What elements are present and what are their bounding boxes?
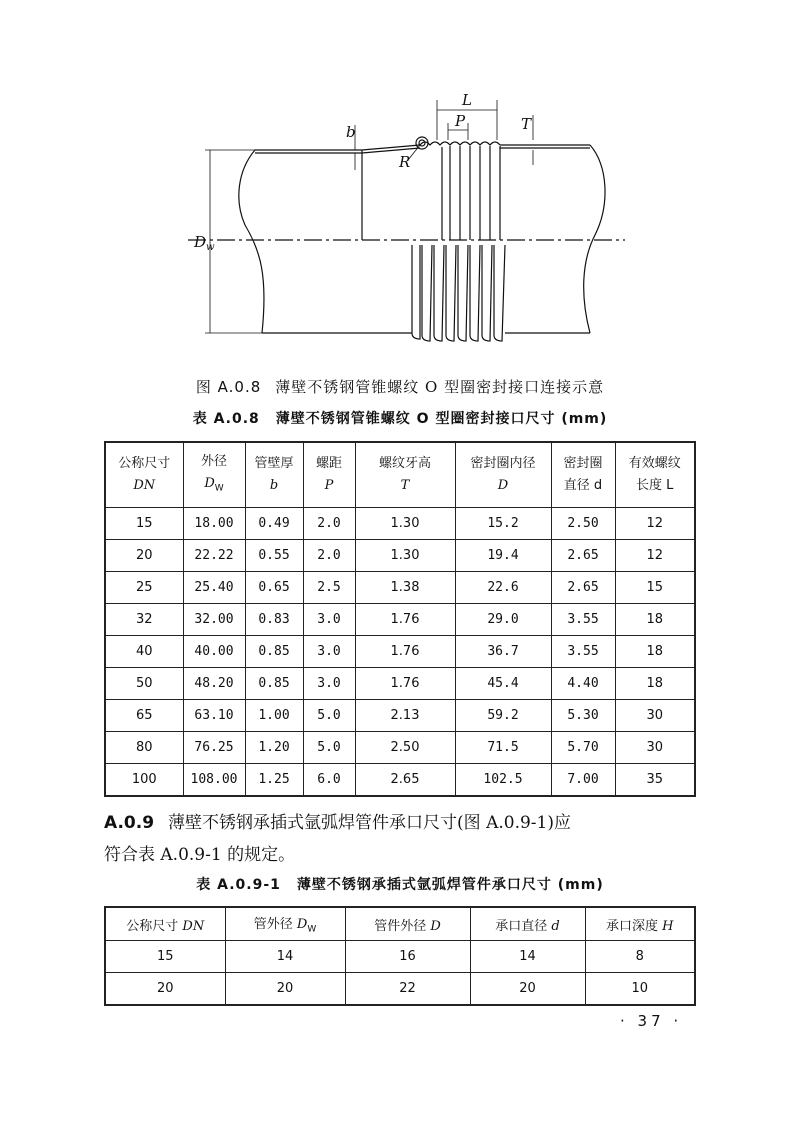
table-cell: 3.55 <box>551 604 615 636</box>
table-cell: 59.2 <box>455 700 551 732</box>
figure-caption-number: 图 A.0.8 <box>195 378 262 396</box>
table2 <box>104 906 696 1006</box>
table-cell: 1.30 <box>355 540 455 572</box>
paragraph-lead: A.0.9 <box>104 813 155 833</box>
table-cell: 18.00 <box>183 508 245 540</box>
table-cell: 5.0 <box>303 700 355 732</box>
table-cell: 3.0 <box>303 604 355 636</box>
table-cell: 20 <box>225 973 345 1006</box>
table-cell: 1.30 <box>355 508 455 540</box>
table-cell: 0.55 <box>245 540 303 572</box>
table2-header-dw: 管外径 $D_W$ <box>225 907 345 941</box>
table-cell: 0.65 <box>245 572 303 604</box>
table-cell: 0.83 <box>245 604 303 636</box>
table-cell: 18 <box>615 668 695 700</box>
table-cell: 108.00 <box>183 764 245 797</box>
table-cell: 1.38 <box>355 572 455 604</box>
figure-caption-text: 薄壁不锈钢管锥螺纹 O 型圈密封接口连接示意 <box>275 378 605 396</box>
table-cell: 14 <box>225 941 345 973</box>
table-cell: 22 <box>345 973 470 1006</box>
table-cell: 2.50 <box>355 732 455 764</box>
table2-header-d: 管件外径 D <box>345 907 470 941</box>
table1-header-b: 管壁厚 b <box>245 442 303 508</box>
table1-header-row <box>105 442 695 508</box>
table-cell: 48.20 <box>183 668 245 700</box>
table-cell: 6.0 <box>303 764 355 797</box>
table2-caption <box>0 874 800 894</box>
table-cell: 2.50 <box>551 508 615 540</box>
table-row <box>105 732 695 764</box>
figure-caption <box>0 376 800 397</box>
paragraph-a09 <box>104 807 704 871</box>
table-cell: 0.85 <box>245 668 303 700</box>
table-cell: 2.65 <box>551 572 615 604</box>
table-cell: 5.0 <box>303 732 355 764</box>
table-row <box>105 508 695 540</box>
table-cell: 2.65 <box>551 540 615 572</box>
table-cell: 2.5 <box>303 572 355 604</box>
paragraph-line2: 符合表 A.0.9-1 的规定。 <box>104 845 296 865</box>
table-cell: 102.5 <box>455 764 551 797</box>
table2-header-dn: 公称尺寸 DN <box>105 907 225 941</box>
table-row <box>105 604 695 636</box>
table-cell: 76.25 <box>183 732 245 764</box>
label-P: P <box>455 112 466 130</box>
table-row <box>105 572 695 604</box>
table-cell: 40.00 <box>183 636 245 668</box>
table-cell: 3.0 <box>303 668 355 700</box>
label-b: b <box>346 123 356 141</box>
table-cell: 5.70 <box>551 732 615 764</box>
table2-body <box>105 941 695 1006</box>
table1-body <box>105 508 695 797</box>
page-number: · 37 · <box>620 1012 683 1030</box>
table-cell: 1.25 <box>245 764 303 797</box>
table-cell: 100 <box>105 764 183 797</box>
table-cell: 12 <box>615 540 695 572</box>
table-row <box>105 636 695 668</box>
table-cell: 25 <box>105 572 183 604</box>
table-cell: 1.00 <box>245 700 303 732</box>
table-cell: 2.65 <box>355 764 455 797</box>
table1-header-l: 有效螺纹 长度 L <box>615 442 695 508</box>
table-cell: 40 <box>105 636 183 668</box>
table1-header-t: 螺纹牙高 T <box>355 442 455 508</box>
table-cell: 36.7 <box>455 636 551 668</box>
table-cell: 15 <box>105 941 225 973</box>
paragraph-line1: A.0.9 薄壁不锈钢承插式氩弧焊管件承口尺寸(图 A.0.9-1)应 <box>104 813 571 833</box>
table-row <box>105 700 695 732</box>
table1-caption-number: 表 A.0.8 <box>192 411 260 427</box>
table-cell: 1.20 <box>245 732 303 764</box>
table-cell: 1.76 <box>355 604 455 636</box>
table-cell: 50 <box>105 668 183 700</box>
table-cell: 22.22 <box>183 540 245 572</box>
table-cell: 5.30 <box>551 700 615 732</box>
table-cell: 30 <box>615 700 695 732</box>
table2-header-socket-d: 承口直径 d <box>470 907 585 941</box>
table-cell: 0.49 <box>245 508 303 540</box>
pipe-thread-diagram <box>150 85 640 370</box>
table-cell: 15.2 <box>455 508 551 540</box>
table1-header-d: 密封圈内径 D <box>455 442 551 508</box>
table-cell: 16 <box>345 941 470 973</box>
table-cell: 19.4 <box>455 540 551 572</box>
table-cell: 0.85 <box>245 636 303 668</box>
table-row <box>105 764 695 797</box>
table2-header-h: 承口深度 H <box>585 907 695 941</box>
table-cell: 20 <box>105 973 225 1006</box>
table-cell: 20 <box>105 540 183 572</box>
table-cell: 1.76 <box>355 668 455 700</box>
table1 <box>104 441 696 797</box>
table-cell: 15 <box>615 572 695 604</box>
table-cell: 32.00 <box>183 604 245 636</box>
table-cell: 63.10 <box>183 700 245 732</box>
table-row <box>105 973 695 1006</box>
table-row <box>105 668 695 700</box>
table-cell: 32 <box>105 604 183 636</box>
table-cell: 3.55 <box>551 636 615 668</box>
table-cell: 15 <box>105 508 183 540</box>
table-row <box>105 941 695 973</box>
table-cell: 10 <box>585 973 695 1006</box>
table-cell: 14 <box>470 941 585 973</box>
table-cell: 4.40 <box>551 668 615 700</box>
table1-header-dw: 外径 $D_W$ <box>183 442 245 508</box>
table-cell: 30 <box>615 732 695 764</box>
table-cell: 7.00 <box>551 764 615 797</box>
table1-header-p: 螺距 P <box>303 442 355 508</box>
table1-caption-text: 薄壁不锈钢管锥螺纹 O 型圈密封接口尺寸 (mm) <box>275 411 608 427</box>
table-cell: 2.13 <box>355 700 455 732</box>
table-cell: 1.76 <box>355 636 455 668</box>
table1-caption <box>0 408 800 428</box>
table-cell: 2.0 <box>303 508 355 540</box>
table-cell: 80 <box>105 732 183 764</box>
table-row <box>105 540 695 572</box>
table-cell: 25.40 <box>183 572 245 604</box>
table-cell: 12 <box>615 508 695 540</box>
label-Dw: $D_w$ <box>194 233 215 253</box>
figure-a08 <box>150 85 640 370</box>
table1-header-seal-d: 密封圈 直径 d <box>551 442 615 508</box>
table-cell: 22.6 <box>455 572 551 604</box>
table-cell: 8 <box>585 941 695 973</box>
table-cell: 18 <box>615 604 695 636</box>
table1-header-dn: 公称尺寸 DN <box>105 442 183 508</box>
table-cell: 3.0 <box>303 636 355 668</box>
label-T: T <box>521 115 532 133</box>
table-cell: 45.4 <box>455 668 551 700</box>
table-cell: 20 <box>470 973 585 1006</box>
table-cell: 65 <box>105 700 183 732</box>
table2-header-row <box>105 907 695 941</box>
table-cell: 2.0 <box>303 540 355 572</box>
label-R: R <box>399 153 411 171</box>
table-cell: 71.5 <box>455 732 551 764</box>
table2-caption-number: 表 A.0.9-1 <box>196 877 281 893</box>
table-cell: 18 <box>615 636 695 668</box>
table-cell: 29.0 <box>455 604 551 636</box>
table2-caption-text: 薄壁不锈钢承插式氩弧焊管件承口尺寸 (mm) <box>296 877 604 893</box>
label-L: L <box>462 91 472 109</box>
table-cell: 35 <box>615 764 695 797</box>
